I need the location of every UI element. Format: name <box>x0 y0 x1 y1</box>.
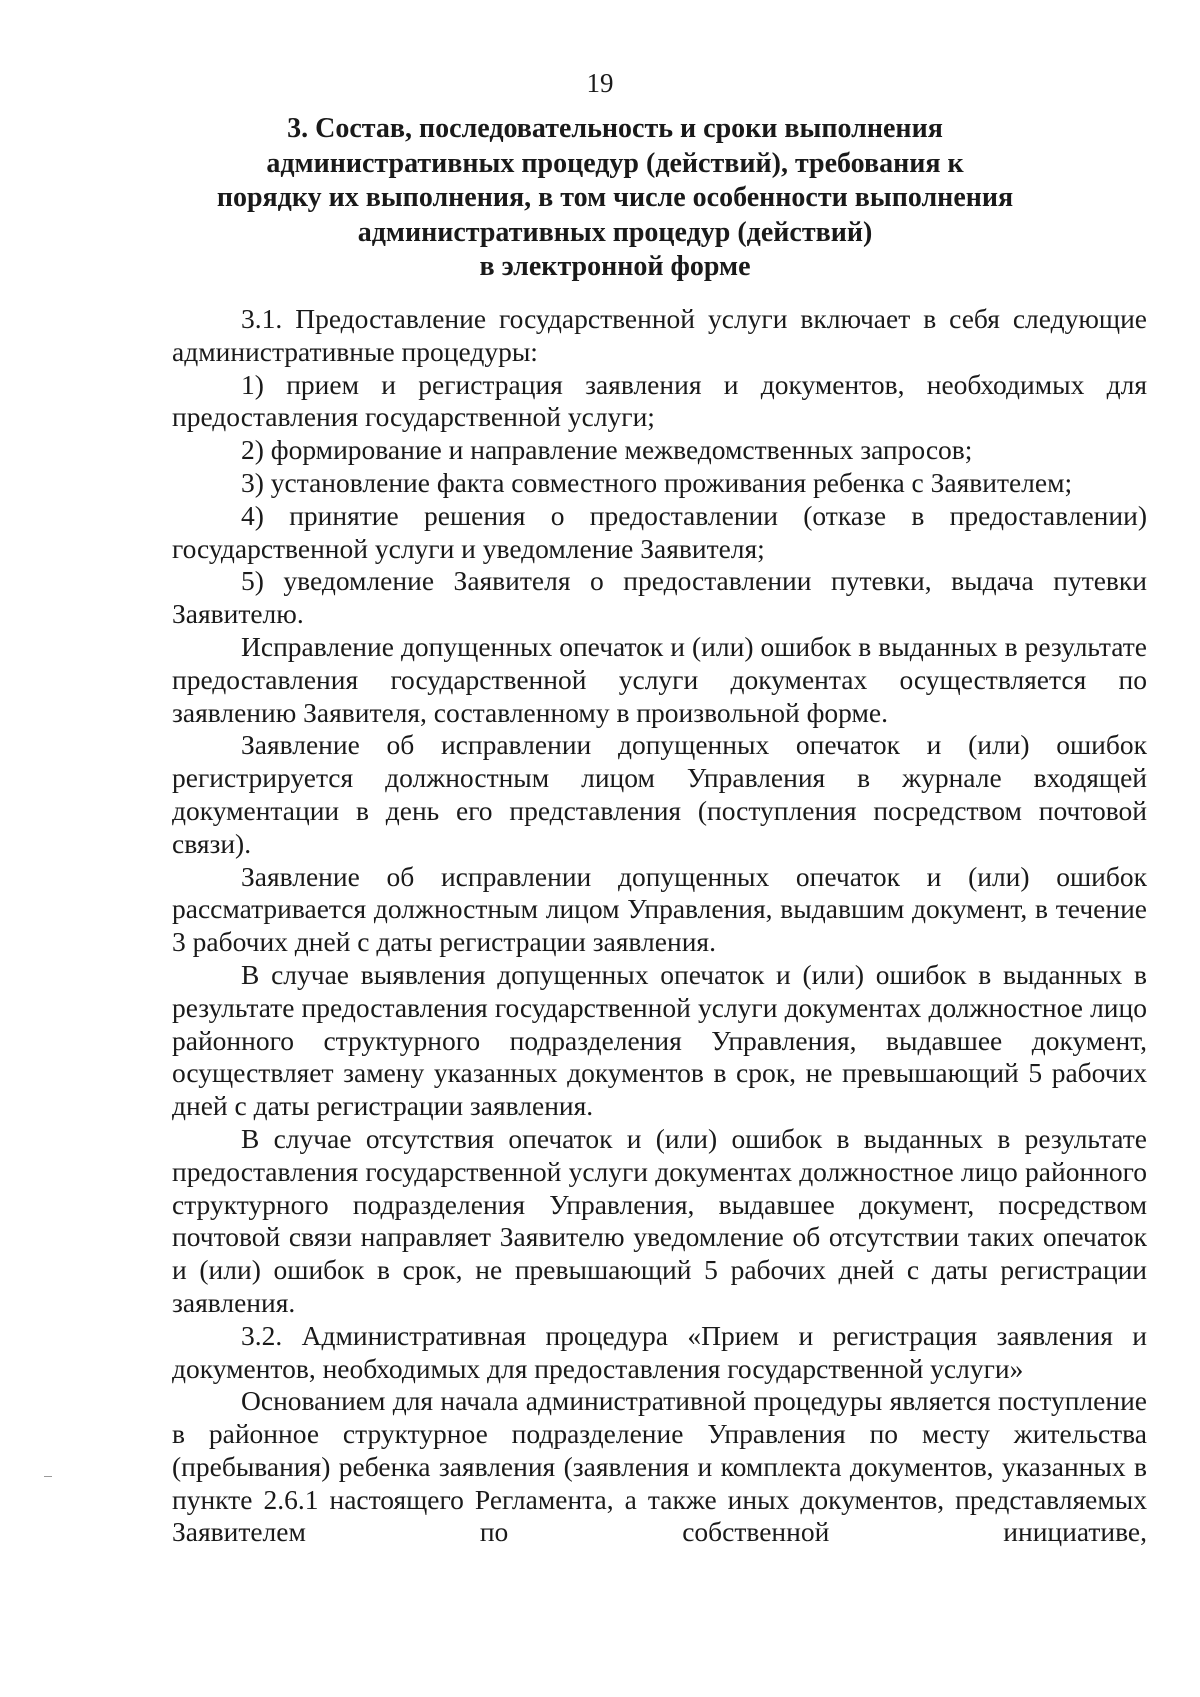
list-item-1: 1) прием и регистрация заявления и документов, необходимых для предоставления государственной услуги; <box>172 368 1147 433</box>
document-body <box>172 303 1147 1549</box>
paragraph-3-2: 3.2. Административная процедура «Прием и регистрация заявления и документов, необходимых для предоставления государственной услуги» <box>172 1319 1147 1384</box>
paragraph-review: Заявление об исправлении допущенных опечаток и (или) ошибок рассматривается должностным лицом Управления, выдавшим документ, в течение 3 рабочих дней с даты регистрации заявления. <box>172 860 1147 958</box>
paragraph-basis: Основанием для начала административной процедуры является поступление в районное структурное подразделение Управления по месту жительства (пребывания) ребенка заявления (заявления и комплекта документов, указанных в пункте 2.6.1 настоящего Регламента, а также иных документов, представляемых Заявителем по собственной инициативе, <box>172 1385 1147 1548</box>
heading-line: административных процедур (действий) <box>357 216 873 248</box>
list-item-4: 4) принятие решения о предоставлении (отказе в предоставлении) государственной услуги и уведомление Заявителя; <box>172 499 1147 564</box>
scan-margin-mark <box>44 1476 52 1477</box>
list-item-2: 2) формирование и направление межведомственных запросов; <box>241 434 973 466</box>
page-number: 19 <box>586 68 614 98</box>
paragraph-replacement: В случае выявления допущенных опечаток и (или) ошибок в выданных в результате предоставления государственной услуги документах должностное лицо районного структурного подразделения Управления, выдавшее документ, осуществляет замену указанных документов в срок, не превышающий 5 рабочих дней с даты регистрации заявления. <box>172 958 1147 1122</box>
paragraph-no-errors: В случае отсутствия опечаток и (или) ошибок в выданных в результате предоставления государственной услуги документах должностное лицо районного структурного подразделения Управления, выдавшее документ, посредством почтовой связи направляет Заявителю уведомление об отсутствии таких опечаток и (или) ошибок в срок, не превышающий 5 рабочих дней с даты регистрации заявления. <box>172 1122 1147 1318</box>
list-item-3: 3) установление факта совместного проживания ребенка с Заявителем; <box>241 466 1073 498</box>
heading-line: административных процедур (действий), требования к <box>266 147 964 179</box>
paragraph-registration: Заявление об исправлении допущенных опечаток и (или) ошибок регистрируется должностным лицом Управления в журнале входящей документации в день его представления (поступления посредством почтовой связи). <box>172 729 1147 859</box>
section-heading <box>150 112 1080 285</box>
heading-line: порядку их выполнения, в том числе особенности выполнения <box>216 182 1014 213</box>
scan-artifact <box>1048 1562 1108 1576</box>
heading-line: в электронной форме <box>479 251 751 282</box>
paragraph-3-1: 3.1. Предоставление государственной услуги включает в себя следующие административные процедуры: <box>172 303 1147 367</box>
heading-line: 3. Состав, последовательность и сроки выполнения <box>287 113 943 144</box>
paragraph-corrections: Исправление допущенных опечаток и (или) ошибок в выданных в результате предоставления государственной услуги документах осуществляется по заявлению Заявителя, составленному в произвольной форме. <box>172 630 1147 728</box>
list-item-5: 5) уведомление Заявителя о предоставлении путевки, выдача путевки Заявителю. <box>172 565 1147 630</box>
